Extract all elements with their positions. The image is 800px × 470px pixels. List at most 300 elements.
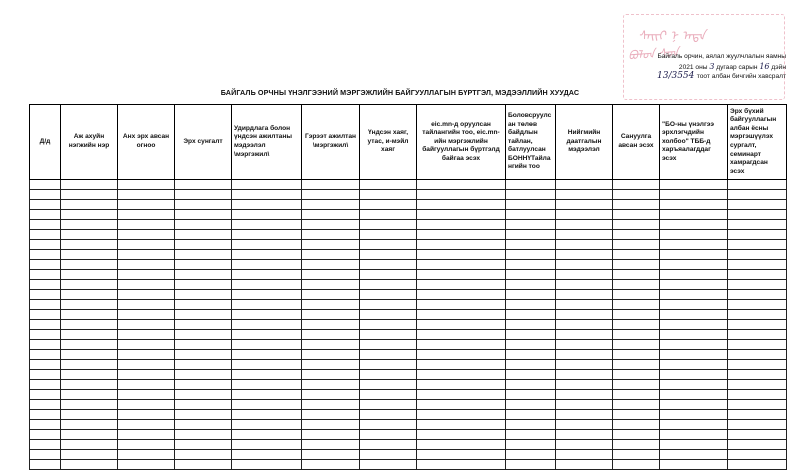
table-cell[interactable] <box>506 200 556 210</box>
table-cell[interactable] <box>61 360 118 370</box>
table-cell[interactable] <box>728 380 787 390</box>
table-cell[interactable] <box>360 220 417 230</box>
table-cell[interactable] <box>61 220 118 230</box>
table-cell[interactable] <box>417 240 506 250</box>
table-cell[interactable] <box>232 270 302 280</box>
table-cell[interactable] <box>118 270 175 280</box>
table-cell[interactable] <box>232 390 302 400</box>
table-cell[interactable] <box>61 240 118 250</box>
table-cell[interactable] <box>175 400 232 410</box>
table-cell[interactable] <box>175 200 232 210</box>
table-cell[interactable] <box>302 260 360 270</box>
table-cell[interactable] <box>118 230 175 240</box>
table-cell[interactable] <box>728 420 787 430</box>
table-cell[interactable] <box>175 210 232 220</box>
table-cell[interactable] <box>302 220 360 230</box>
table-cell[interactable] <box>175 260 232 270</box>
table-cell[interactable] <box>118 310 175 320</box>
table-cell[interactable] <box>613 330 660 340</box>
table-cell[interactable] <box>613 230 660 240</box>
table-cell[interactable] <box>556 180 613 190</box>
table-cell[interactable] <box>30 200 61 210</box>
table-cell[interactable] <box>660 350 728 360</box>
table-cell[interactable] <box>360 340 417 350</box>
table-cell[interactable] <box>232 210 302 220</box>
table-cell[interactable] <box>175 280 232 290</box>
table-cell[interactable] <box>417 190 506 200</box>
table-cell[interactable] <box>360 370 417 380</box>
table-cell[interactable] <box>302 300 360 310</box>
table-cell[interactable] <box>613 410 660 420</box>
table-cell[interactable] <box>118 330 175 340</box>
table-cell[interactable] <box>506 240 556 250</box>
table-cell[interactable] <box>61 370 118 380</box>
table-cell[interactable] <box>302 440 360 450</box>
table-cell[interactable] <box>506 390 556 400</box>
table-cell[interactable] <box>506 360 556 370</box>
table-cell[interactable] <box>61 350 118 360</box>
table-cell[interactable] <box>613 200 660 210</box>
table-cell[interactable] <box>175 180 232 190</box>
table-cell[interactable] <box>302 460 360 470</box>
table-cell[interactable] <box>61 440 118 450</box>
table-cell[interactable] <box>360 320 417 330</box>
table-cell[interactable] <box>30 450 61 460</box>
table-cell[interactable] <box>61 340 118 350</box>
table-cell[interactable] <box>175 380 232 390</box>
table-cell[interactable] <box>61 200 118 210</box>
table-cell[interactable] <box>556 210 613 220</box>
table-cell[interactable] <box>30 390 61 400</box>
table-cell[interactable] <box>302 180 360 190</box>
table-cell[interactable] <box>302 190 360 200</box>
table-cell[interactable] <box>613 460 660 470</box>
table-cell[interactable] <box>302 420 360 430</box>
table-cell[interactable] <box>302 240 360 250</box>
table-cell[interactable] <box>118 370 175 380</box>
table-cell[interactable] <box>302 430 360 440</box>
table-cell[interactable] <box>613 420 660 430</box>
table-cell[interactable] <box>360 210 417 220</box>
table-cell[interactable] <box>175 390 232 400</box>
table-cell[interactable] <box>660 450 728 460</box>
table-cell[interactable] <box>30 360 61 370</box>
table-cell[interactable] <box>118 380 175 390</box>
table-cell[interactable] <box>506 180 556 190</box>
table-cell[interactable] <box>660 370 728 380</box>
table-cell[interactable] <box>30 270 61 280</box>
table-cell[interactable] <box>175 360 232 370</box>
table-cell[interactable] <box>728 270 787 280</box>
table-cell[interactable] <box>506 220 556 230</box>
table-cell[interactable] <box>175 350 232 360</box>
table-cell[interactable] <box>175 320 232 330</box>
table-cell[interactable] <box>660 320 728 330</box>
table-cell[interactable] <box>360 410 417 420</box>
table-cell[interactable] <box>417 390 506 400</box>
table-cell[interactable] <box>506 450 556 460</box>
table-cell[interactable] <box>30 330 61 340</box>
table-cell[interactable] <box>232 430 302 440</box>
table-cell[interactable] <box>232 340 302 350</box>
table-cell[interactable] <box>506 300 556 310</box>
table-cell[interactable] <box>728 360 787 370</box>
table-cell[interactable] <box>302 410 360 420</box>
table-cell[interactable] <box>417 380 506 390</box>
table-cell[interactable] <box>30 440 61 450</box>
table-cell[interactable] <box>360 380 417 390</box>
table-cell[interactable] <box>360 460 417 470</box>
table-cell[interactable] <box>556 270 613 280</box>
table-cell[interactable] <box>728 330 787 340</box>
table-cell[interactable] <box>660 240 728 250</box>
table-cell[interactable] <box>417 450 506 460</box>
table-cell[interactable] <box>175 250 232 260</box>
table-cell[interactable] <box>506 340 556 350</box>
table-cell[interactable] <box>302 320 360 330</box>
table-cell[interactable] <box>417 460 506 470</box>
table-cell[interactable] <box>660 270 728 280</box>
table-cell[interactable] <box>360 230 417 240</box>
table-cell[interactable] <box>61 210 118 220</box>
table-cell[interactable] <box>30 210 61 220</box>
table-cell[interactable] <box>232 180 302 190</box>
table-cell[interactable] <box>118 200 175 210</box>
table-cell[interactable] <box>728 310 787 320</box>
table-cell[interactable] <box>61 430 118 440</box>
table-cell[interactable] <box>302 350 360 360</box>
table-cell[interactable] <box>660 440 728 450</box>
table-cell[interactable] <box>61 280 118 290</box>
table-cell[interactable] <box>302 200 360 210</box>
table-cell[interactable] <box>728 440 787 450</box>
table-cell[interactable] <box>660 200 728 210</box>
table-cell[interactable] <box>232 300 302 310</box>
table-cell[interactable] <box>118 410 175 420</box>
table-cell[interactable] <box>728 300 787 310</box>
table-cell[interactable] <box>556 350 613 360</box>
table-cell[interactable] <box>556 450 613 460</box>
table-cell[interactable] <box>360 180 417 190</box>
table-cell[interactable] <box>175 290 232 300</box>
table-cell[interactable] <box>660 280 728 290</box>
table-cell[interactable] <box>360 200 417 210</box>
table-cell[interactable] <box>61 330 118 340</box>
table-cell[interactable] <box>118 260 175 270</box>
table-cell[interactable] <box>660 220 728 230</box>
table-cell[interactable] <box>728 250 787 260</box>
table-cell[interactable] <box>613 380 660 390</box>
table-cell[interactable] <box>360 240 417 250</box>
table-cell[interactable] <box>30 290 61 300</box>
table-cell[interactable] <box>61 260 118 270</box>
table-cell[interactable] <box>506 310 556 320</box>
table-cell[interactable] <box>175 440 232 450</box>
table-cell[interactable] <box>556 460 613 470</box>
table-cell[interactable] <box>728 290 787 300</box>
table-cell[interactable] <box>613 300 660 310</box>
table-cell[interactable] <box>556 440 613 450</box>
table-cell[interactable] <box>613 430 660 440</box>
table-cell[interactable] <box>175 190 232 200</box>
table-cell[interactable] <box>175 430 232 440</box>
table-cell[interactable] <box>556 320 613 330</box>
table-cell[interactable] <box>728 210 787 220</box>
table-cell[interactable] <box>728 430 787 440</box>
table-cell[interactable] <box>728 340 787 350</box>
table-cell[interactable] <box>232 420 302 430</box>
table-cell[interactable] <box>232 330 302 340</box>
table-cell[interactable] <box>417 290 506 300</box>
table-cell[interactable] <box>556 370 613 380</box>
table-cell[interactable] <box>556 200 613 210</box>
table-cell[interactable] <box>61 270 118 280</box>
table-cell[interactable] <box>506 230 556 240</box>
table-cell[interactable] <box>302 230 360 240</box>
table-cell[interactable] <box>175 420 232 430</box>
table-cell[interactable] <box>417 400 506 410</box>
table-cell[interactable] <box>175 230 232 240</box>
table-cell[interactable] <box>30 400 61 410</box>
table-cell[interactable] <box>417 430 506 440</box>
table-cell[interactable] <box>728 370 787 380</box>
table-cell[interactable] <box>30 340 61 350</box>
table-cell[interactable] <box>556 330 613 340</box>
table-cell[interactable] <box>728 190 787 200</box>
table-cell[interactable] <box>118 430 175 440</box>
table-cell[interactable] <box>232 240 302 250</box>
table-cell[interactable] <box>30 300 61 310</box>
table-cell[interactable] <box>417 280 506 290</box>
table-cell[interactable] <box>613 290 660 300</box>
table-cell[interactable] <box>61 290 118 300</box>
table-cell[interactable] <box>360 280 417 290</box>
table-cell[interactable] <box>728 220 787 230</box>
table-cell[interactable] <box>728 450 787 460</box>
table-cell[interactable] <box>118 360 175 370</box>
table-cell[interactable] <box>30 370 61 380</box>
table-cell[interactable] <box>417 260 506 270</box>
table-cell[interactable] <box>660 290 728 300</box>
table-cell[interactable] <box>613 190 660 200</box>
table-cell[interactable] <box>417 300 506 310</box>
table-cell[interactable] <box>613 240 660 250</box>
table-cell[interactable] <box>417 340 506 350</box>
table-cell[interactable] <box>302 400 360 410</box>
table-cell[interactable] <box>728 180 787 190</box>
table-cell[interactable] <box>232 260 302 270</box>
table-cell[interactable] <box>556 300 613 310</box>
table-cell[interactable] <box>506 370 556 380</box>
table-cell[interactable] <box>417 250 506 260</box>
table-cell[interactable] <box>175 410 232 420</box>
table-cell[interactable] <box>613 220 660 230</box>
table-cell[interactable] <box>417 330 506 340</box>
table-cell[interactable] <box>556 220 613 230</box>
table-cell[interactable] <box>360 300 417 310</box>
table-cell[interactable] <box>302 370 360 380</box>
table-cell[interactable] <box>660 460 728 470</box>
table-cell[interactable] <box>360 290 417 300</box>
table-cell[interactable] <box>613 400 660 410</box>
table-cell[interactable] <box>417 220 506 230</box>
table-cell[interactable] <box>556 290 613 300</box>
table-cell[interactable] <box>302 450 360 460</box>
table-cell[interactable] <box>302 360 360 370</box>
table-cell[interactable] <box>556 390 613 400</box>
table-cell[interactable] <box>728 200 787 210</box>
table-cell[interactable] <box>61 300 118 310</box>
table-cell[interactable] <box>728 260 787 270</box>
table-cell[interactable] <box>232 370 302 380</box>
table-cell[interactable] <box>728 280 787 290</box>
table-cell[interactable] <box>302 330 360 340</box>
table-cell[interactable] <box>417 310 506 320</box>
table-cell[interactable] <box>417 350 506 360</box>
table-cell[interactable] <box>118 280 175 290</box>
table-cell[interactable] <box>613 250 660 260</box>
table-cell[interactable] <box>232 200 302 210</box>
table-cell[interactable] <box>506 430 556 440</box>
table-cell[interactable] <box>232 280 302 290</box>
table-cell[interactable] <box>556 240 613 250</box>
table-cell[interactable] <box>302 290 360 300</box>
table-cell[interactable] <box>232 290 302 300</box>
table-cell[interactable] <box>118 350 175 360</box>
table-cell[interactable] <box>360 250 417 260</box>
table-cell[interactable] <box>232 360 302 370</box>
table-cell[interactable] <box>232 230 302 240</box>
table-cell[interactable] <box>118 420 175 430</box>
table-cell[interactable] <box>556 430 613 440</box>
table-cell[interactable] <box>728 460 787 470</box>
table-cell[interactable] <box>506 260 556 270</box>
table-cell[interactable] <box>232 440 302 450</box>
table-cell[interactable] <box>556 400 613 410</box>
table-cell[interactable] <box>660 300 728 310</box>
table-cell[interactable] <box>232 220 302 230</box>
table-cell[interactable] <box>660 420 728 430</box>
table-cell[interactable] <box>728 230 787 240</box>
table-cell[interactable] <box>360 440 417 450</box>
table-cell[interactable] <box>506 270 556 280</box>
table-cell[interactable] <box>613 310 660 320</box>
table-cell[interactable] <box>30 460 61 470</box>
table-cell[interactable] <box>506 210 556 220</box>
table-cell[interactable] <box>118 210 175 220</box>
table-cell[interactable] <box>30 260 61 270</box>
table-cell[interactable] <box>61 250 118 260</box>
table-cell[interactable] <box>61 460 118 470</box>
table-cell[interactable] <box>302 340 360 350</box>
table-cell[interactable] <box>302 280 360 290</box>
table-cell[interactable] <box>506 190 556 200</box>
table-cell[interactable] <box>556 380 613 390</box>
table-cell[interactable] <box>556 250 613 260</box>
table-cell[interactable] <box>613 210 660 220</box>
table-cell[interactable] <box>360 360 417 370</box>
table-cell[interactable] <box>175 340 232 350</box>
table-cell[interactable] <box>660 340 728 350</box>
table-cell[interactable] <box>175 270 232 280</box>
table-cell[interactable] <box>613 350 660 360</box>
table-cell[interactable] <box>61 450 118 460</box>
table-cell[interactable] <box>660 360 728 370</box>
table-cell[interactable] <box>417 210 506 220</box>
table-cell[interactable] <box>728 410 787 420</box>
table-cell[interactable] <box>506 460 556 470</box>
table-cell[interactable] <box>175 310 232 320</box>
table-cell[interactable] <box>556 420 613 430</box>
table-cell[interactable] <box>30 180 61 190</box>
table-cell[interactable] <box>118 180 175 190</box>
table-cell[interactable] <box>728 400 787 410</box>
table-cell[interactable] <box>232 400 302 410</box>
table-cell[interactable] <box>30 250 61 260</box>
table-cell[interactable] <box>302 380 360 390</box>
table-cell[interactable] <box>175 370 232 380</box>
table-cell[interactable] <box>417 370 506 380</box>
table-cell[interactable] <box>613 370 660 380</box>
table-cell[interactable] <box>417 440 506 450</box>
table-cell[interactable] <box>506 250 556 260</box>
table-cell[interactable] <box>232 250 302 260</box>
table-cell[interactable] <box>61 230 118 240</box>
table-cell[interactable] <box>232 190 302 200</box>
table-cell[interactable] <box>61 390 118 400</box>
table-cell[interactable] <box>613 260 660 270</box>
table-cell[interactable] <box>232 320 302 330</box>
table-cell[interactable] <box>118 340 175 350</box>
table-cell[interactable] <box>556 360 613 370</box>
table-cell[interactable] <box>118 220 175 230</box>
table-cell[interactable] <box>118 320 175 330</box>
table-cell[interactable] <box>61 400 118 410</box>
table-cell[interactable] <box>506 380 556 390</box>
table-cell[interactable] <box>660 260 728 270</box>
table-cell[interactable] <box>61 180 118 190</box>
table-cell[interactable] <box>556 260 613 270</box>
table-cell[interactable] <box>728 320 787 330</box>
table-cell[interactable] <box>232 460 302 470</box>
table-cell[interactable] <box>30 420 61 430</box>
table-cell[interactable] <box>613 390 660 400</box>
table-cell[interactable] <box>175 330 232 340</box>
table-cell[interactable] <box>302 270 360 280</box>
table-cell[interactable] <box>417 410 506 420</box>
table-cell[interactable] <box>360 420 417 430</box>
table-cell[interactable] <box>613 280 660 290</box>
table-cell[interactable] <box>556 190 613 200</box>
table-cell[interactable] <box>360 270 417 280</box>
table-cell[interactable] <box>175 240 232 250</box>
table-cell[interactable] <box>30 380 61 390</box>
table-cell[interactable] <box>613 360 660 370</box>
table-cell[interactable] <box>30 410 61 420</box>
table-cell[interactable] <box>360 430 417 440</box>
table-cell[interactable] <box>30 240 61 250</box>
table-cell[interactable] <box>118 240 175 250</box>
table-cell[interactable] <box>506 440 556 450</box>
table-cell[interactable] <box>61 320 118 330</box>
table-cell[interactable] <box>360 400 417 410</box>
table-cell[interactable] <box>118 290 175 300</box>
table-cell[interactable] <box>556 310 613 320</box>
table-cell[interactable] <box>61 190 118 200</box>
table-cell[interactable] <box>613 340 660 350</box>
table-cell[interactable] <box>302 390 360 400</box>
table-cell[interactable] <box>30 230 61 240</box>
